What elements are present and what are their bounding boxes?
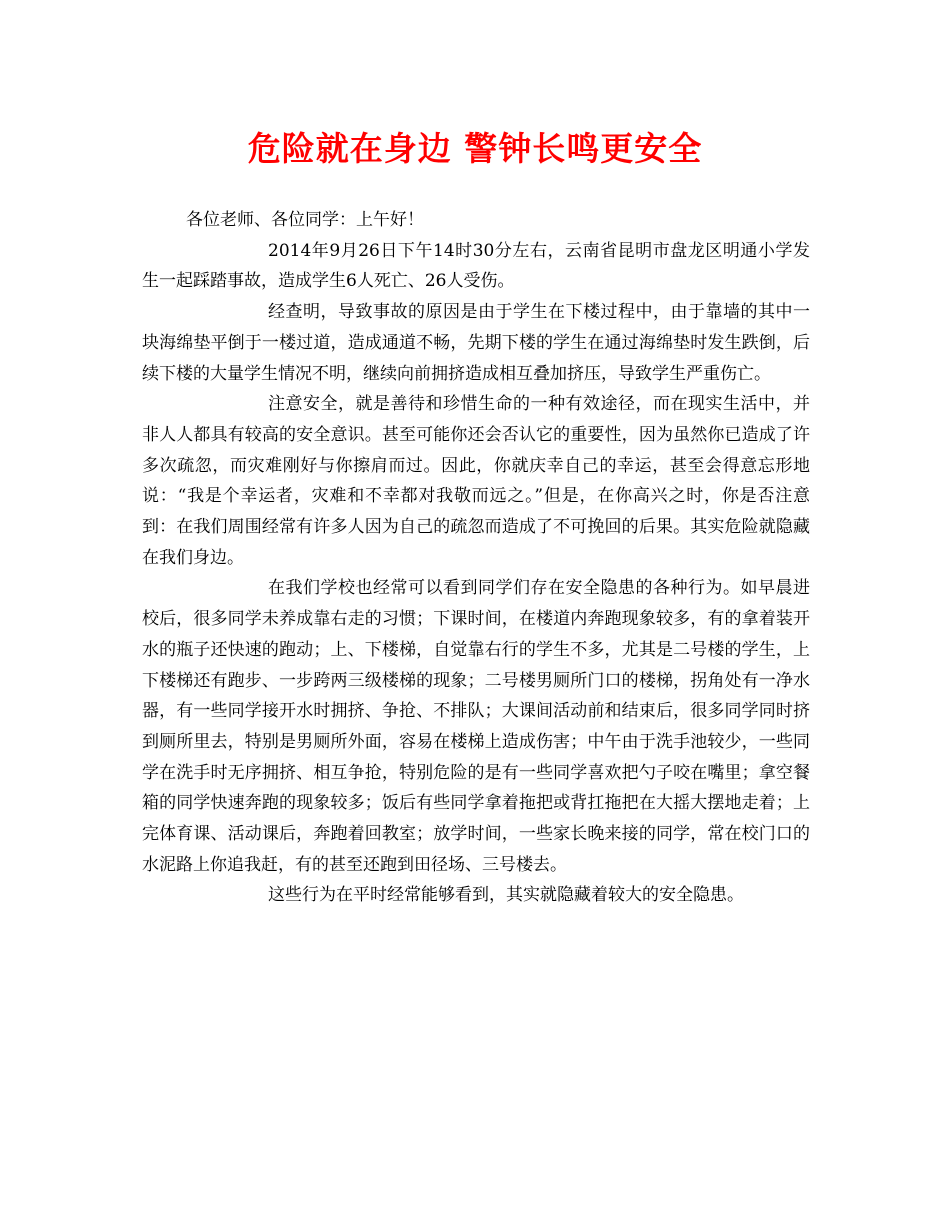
document-body [142, 205, 810, 911]
greeting: 各位老师、各位同学：上午好！ [186, 210, 424, 230]
document-title: 危险就在身边 警钟长鸣更安全 [247, 129, 703, 168]
paragraph-2: 经查明，导致事故的原因是由于学生在下楼过程中，由于靠墙的其中一块海绵垫平倒于一楼过道，造成通道不畅，先期下楼的学生在通过海绵垫时发生跌倒，后续下楼的大量学生情况不明，继续向前拥挤造成相互叠加挤压，导致学生严重伤亡。 [142, 302, 810, 384]
paragraph-3: 注意安全，就是善待和珍惜生命的一种有效途径，而在现实生活中，并非人人都具有较高的安全意识。甚至可能你还会否认它的重要性，因为虽然你已造成了许多次疏忽，而灾难刚好与你擦肩而过。因此，你就庆幸自己的幸运，甚至会得意忘形地说：“我是个幸运者，灾难和不幸都对我敬而远之。”但是，在你高兴之时，你是否注意到：在我们周围经常有许多人因为自己的疏忽而造成了不可挽回的后果。其实危险就隐藏在我们身边。 [142, 394, 810, 568]
paragraph-5: 这些行为在平时经常能够看到，其实就隐藏着较大的安全隐患。 [268, 885, 744, 906]
paragraph-1: 2014年9月26日下午14时30分左右，云南省昆明市盘龙区明通小学发生一起踩踏事故，造成学生6人死亡、26人受伤。 [142, 240, 810, 292]
paragraph-4: 在我们学校也经常可以看到同学们存在安全隐患的各种行为。如早晨进校后，很多同学未养成靠右走的习惯；下课时间，在楼道内奔跑现象较多，有的拿着装开水的瓶子还快速的跑动；上、下楼梯，自觉靠右行的学生不多，尤其是二号楼的学生，上下楼梯还有跑步、一步跨两三级楼梯的现象；二号楼男厕所门口的楼梯，拐角处有一净水器，有一些同学接开水时拥挤、争抢、不排队；大课间活动前和结束后，很多同学同时挤到厕所里去，特别是男厕所外面，容易在楼梯上造成伤害；中午由于洗手池较少，一些同学在洗手时无序拥挤、相互争抢，特别危险的是有一些同学喜欢把勺子咬在嘴里；拿空餐箱的同学快速奔跑的现象较多；饭后有些同学拿着拖把或背扛拖把在大摇大摆地走着；上完体育课、活动课后，奔跑着回教室；放学时间，一些家长晚来接的同学，常在校门口的水泥路上你追我赶，有的甚至还跑到田径场、三号楼去。 [142, 578, 810, 875]
